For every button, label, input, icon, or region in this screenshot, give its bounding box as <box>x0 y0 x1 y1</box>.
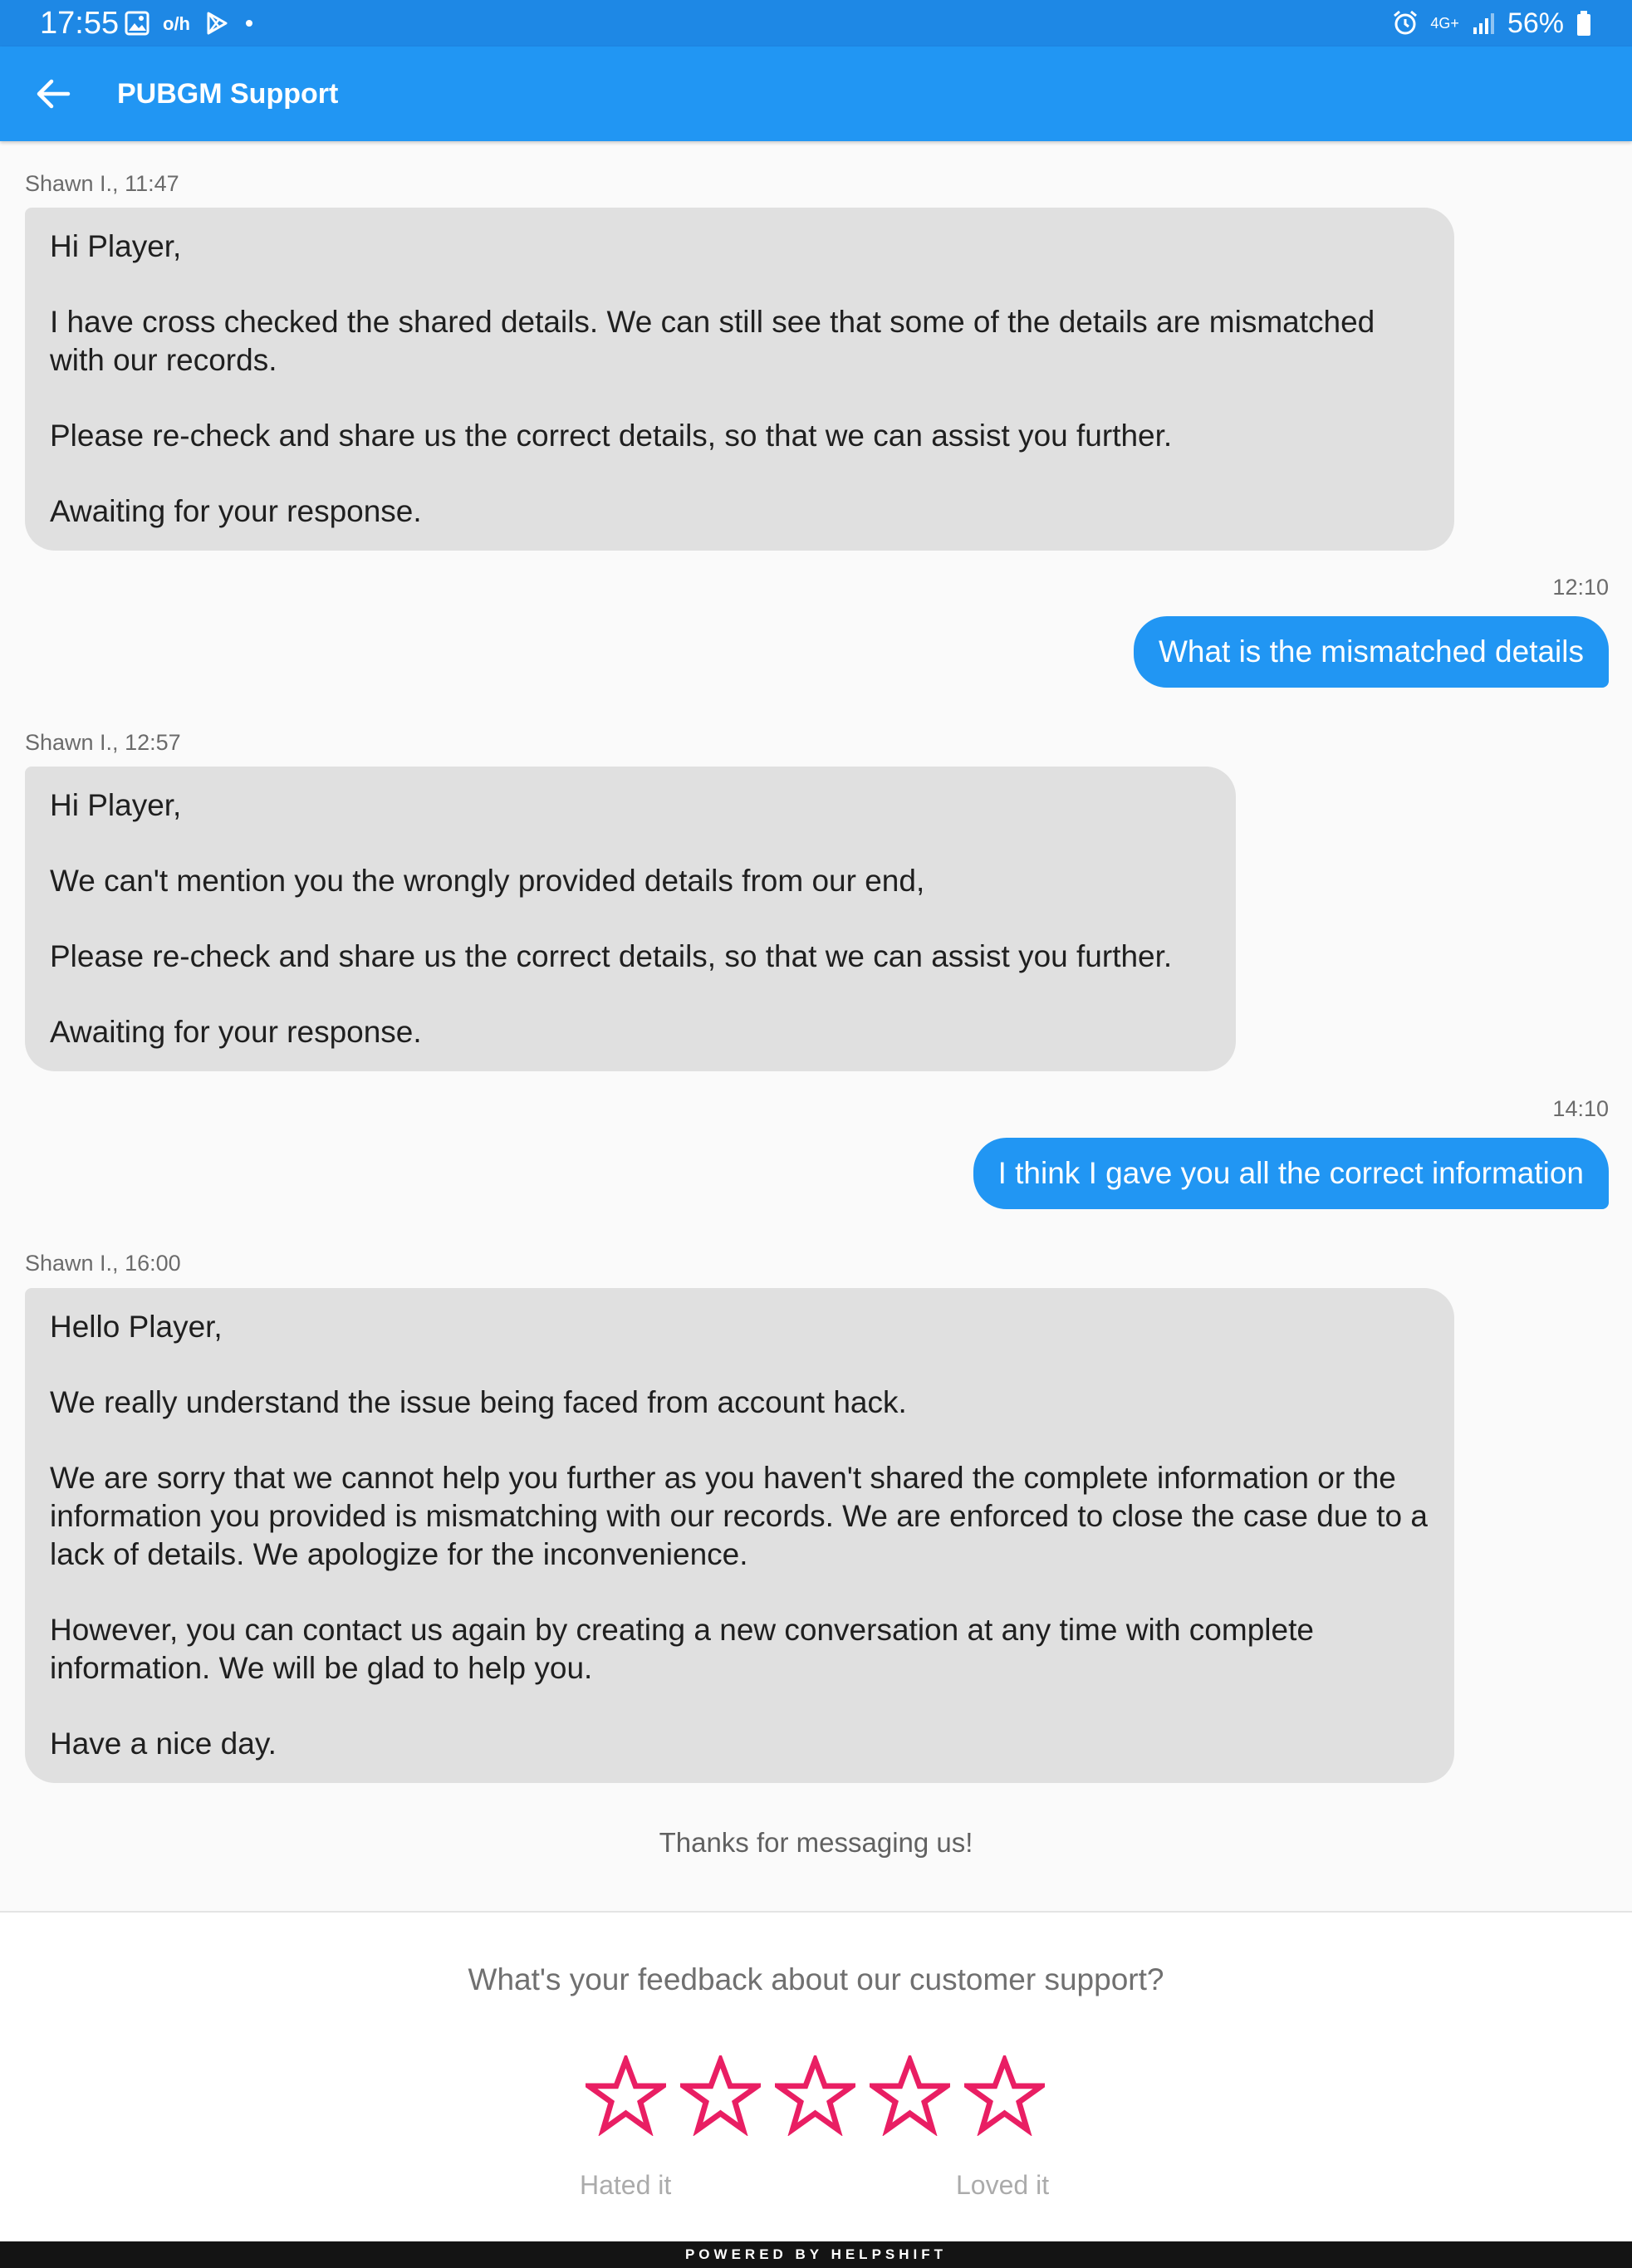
dot-icon <box>243 11 256 36</box>
feedback-question: What's your feedback about our customer support? <box>468 1962 1164 1996</box>
battery-icon <box>1576 10 1592 37</box>
message-meta: Shawn I., 12:57 <box>25 730 181 755</box>
star-1-icon[interactable] <box>586 2055 666 2136</box>
star-4-icon[interactable] <box>870 2055 950 2136</box>
star-3-icon[interactable] <box>775 2055 855 2136</box>
status-bar <box>0 0 1632 47</box>
message-paragraph: Hi Player, <box>50 788 182 822</box>
network-type-label: 4G+ <box>1430 15 1459 32</box>
outgoing-message: I think I gave you all the correct information <box>973 1138 1609 1209</box>
gallery-icon <box>125 11 149 36</box>
svg-text:o/h: o/h <box>163 13 190 34</box>
star-2-icon[interactable] <box>680 2055 761 2136</box>
outgoing-message: What is the mismatched details <box>1134 616 1609 688</box>
message-meta: Shawn I., 11:47 <box>25 171 179 196</box>
app-bar <box>0 47 1632 141</box>
message-paragraph: Awaiting for your response. <box>50 494 422 528</box>
message-paragraph: We can't mention you the wrongly provided details from our end, <box>50 864 925 898</box>
page-title: PUBGM Support <box>117 78 339 110</box>
powered-by-footer: POWERED BY HELPSHIFT <box>0 2241 1632 2268</box>
incoming-message <box>25 208 1454 551</box>
ofh-icon <box>163 11 191 36</box>
message-paragraph: Hi Player, <box>50 229 182 263</box>
message-paragraph: Please re-check and share us the correct details, so that we can assist you further. <box>50 939 1173 973</box>
system-icons <box>1392 7 1592 40</box>
arrow-left-icon <box>35 76 71 112</box>
star-rating <box>586 2055 1045 2136</box>
message-time: 14:10 <box>1552 1096 1609 1121</box>
message-paragraph: Have a nice day. <box>50 1727 277 1761</box>
back-button[interactable] <box>30 71 76 117</box>
battery-percent: 56% <box>1507 7 1564 39</box>
message-meta: Shawn I., 16:00 <box>25 1251 181 1276</box>
message-time: 12:10 <box>1552 575 1609 600</box>
incoming-message <box>25 1288 1454 1783</box>
message-paragraph: I have cross checked the shared details. We can still see that some of the details are mismatched with our records. <box>50 305 1375 377</box>
rating-label-low: Hated it <box>580 2170 672 2200</box>
thanks-message: Thanks for messaging us! <box>659 1827 973 1858</box>
status-time: 17:55 <box>40 6 120 41</box>
message-paragraph: Hello Player, <box>50 1310 223 1344</box>
star-5-icon[interactable] <box>964 2055 1045 2136</box>
message-paragraph: Awaiting for your response. <box>50 1015 422 1049</box>
alarm-icon <box>1392 10 1419 37</box>
rating-label-high: Loved it <box>956 2170 1050 2200</box>
message-paragraph: Please re-check and share us the correct details, so that we can assist you further. <box>50 419 1173 453</box>
notification-icons <box>125 8 256 38</box>
message-paragraph: We really understand the issue being faced from account hack. <box>50 1385 907 1419</box>
play-store-icon <box>204 11 229 36</box>
message-paragraph: We are sorry that we cannot help you further as you haven't shared the complete information or the information you provided is mismatching with our records. We are enforced to close the case due to a lack of details. We apologize for the inconvenience. <box>50 1461 1428 1571</box>
signal-icon <box>1471 11 1496 36</box>
message-paragraph: However, you can contact us again by creating a new conversation at any time with complete information. We will be glad to help you. <box>50 1613 1314 1685</box>
feedback-panel <box>0 1911 1632 2241</box>
incoming-message <box>25 767 1236 1071</box>
